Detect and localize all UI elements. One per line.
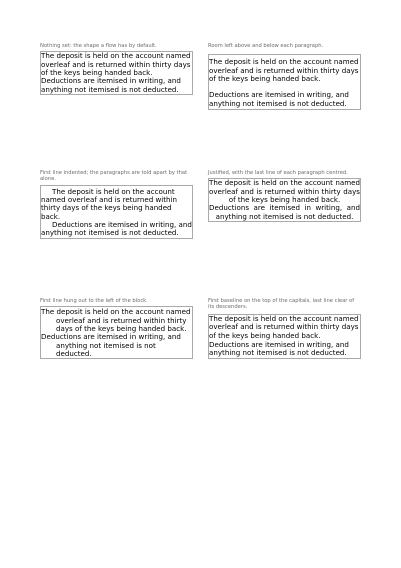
caption: Justified, with the last line of each paragraph centred. xyxy=(208,170,348,176)
caption: First line hung out to the left of the block. xyxy=(40,298,148,304)
paragraph-2: Deductions are itemised in writing, and anything not itemised is not deducted. xyxy=(209,339,349,358)
text-flow-box xyxy=(40,51,193,94)
sample-hanging-indent xyxy=(40,298,193,359)
paragraph-2: Deductions are itemised in writing, and anything not itemised is not deducted. xyxy=(41,220,192,238)
sample-baseline-trim xyxy=(208,298,361,359)
text-flow-box xyxy=(208,314,361,359)
paragraph-2: Deductions are itemised in writing, and anything not itemised is not deducted. xyxy=(209,203,360,221)
paragraph-1: The deposit is held on the account named overleaf and is returned within thirty days of the keys being handed back. xyxy=(41,307,191,333)
caption: First line indented; the paragraphs are told apart by that alone. xyxy=(40,170,188,183)
paragraph-2: Deductions are itemised in writing, and anything not itemised is not deducted. xyxy=(209,90,349,108)
caption: First baseline on the top of the capitals, last line clear of its descenders. xyxy=(208,298,355,311)
paragraph-1: The deposit is held on the account named overleaf and is returned within thirty days of the keys being handed back. xyxy=(209,313,359,340)
text-flow-box xyxy=(208,178,361,221)
text-flow-box xyxy=(40,185,193,239)
sample-default xyxy=(40,43,193,95)
text-flow-box xyxy=(208,54,361,109)
paragraph-1: The deposit is held on the account named overleaf and is returned within thirty days of the keys being handed back. xyxy=(41,51,191,77)
caption: Room left above and below each paragraph. xyxy=(208,43,324,49)
paragraph-1: The deposit is held on the account named overleaf and is returned within thirty days of the keys being handed back. xyxy=(209,57,359,83)
sample-first-line-indent xyxy=(40,170,193,239)
sample-justified-centred-last xyxy=(208,170,361,222)
paragraph-2: Deductions are itemised in writing, and anything not itemised is not deducted. xyxy=(41,332,181,358)
text-flow-box xyxy=(40,306,193,359)
sample-paragraph-spacing xyxy=(208,43,361,110)
paragraph-2: Deductions are itemised in writing, and anything not itemised is not deducted. xyxy=(41,76,181,94)
paragraph-1: The deposit is held on the account named overleaf and is returned within thirty days of the keys being handed back. xyxy=(209,178,360,204)
caption: Nothing set: the shape a flow has by default. xyxy=(40,43,157,49)
paragraph-1: The deposit is held on the account named overleaf and is returned within thirty days of the keys being handed back. xyxy=(41,186,177,221)
